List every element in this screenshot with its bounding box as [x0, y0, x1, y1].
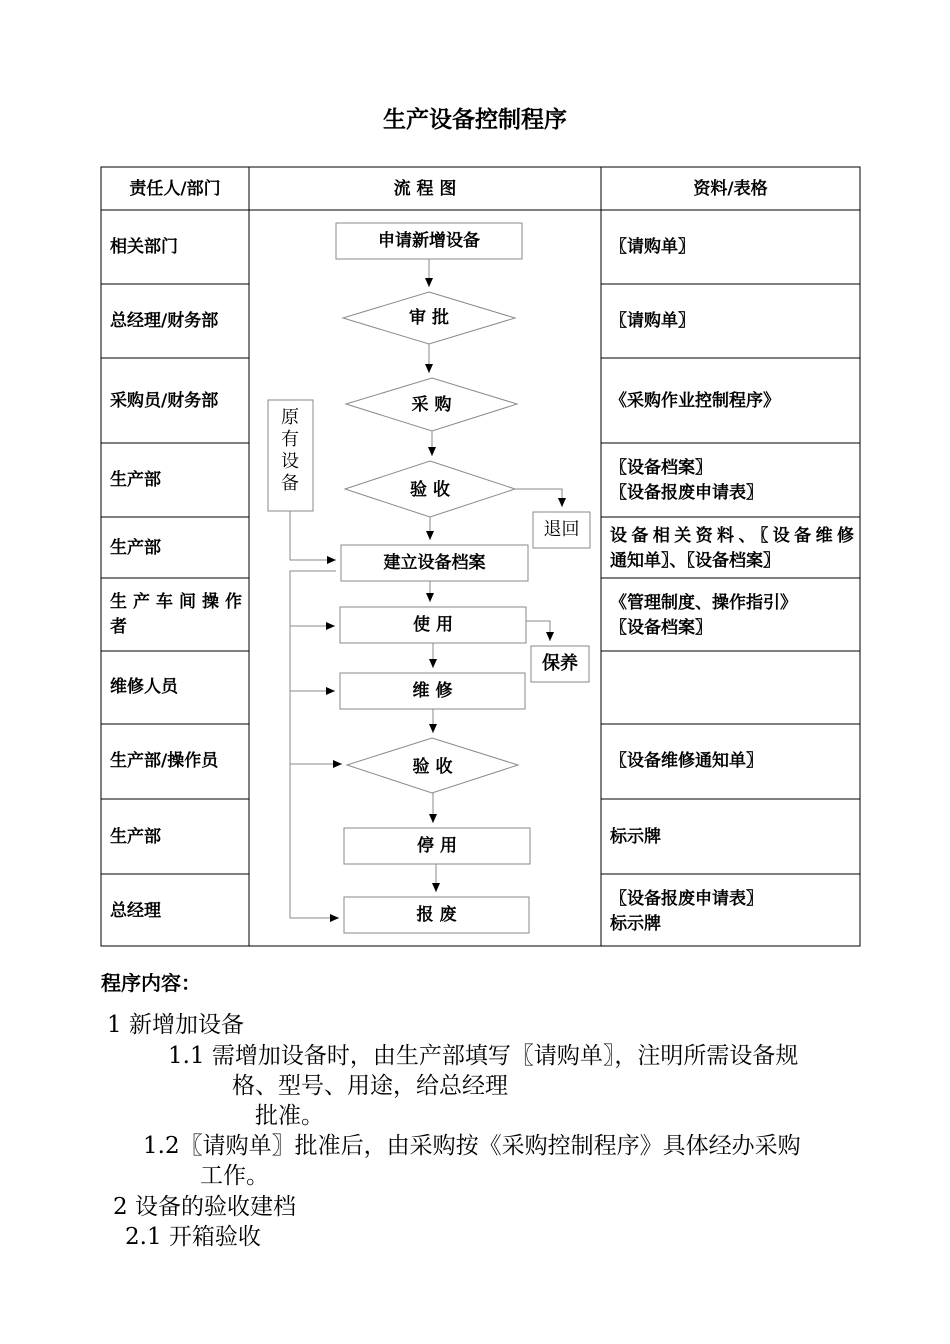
doc-cell: 〖设备报废申请表〗 [610, 889, 763, 909]
role-cell: 相关部门 [110, 237, 178, 257]
content-line: 1.2〖请购单〗批准后，由采购按《采购控制程序》具体经办采购 [143, 1133, 801, 1159]
doc-cell: 标示牌 [610, 827, 661, 847]
node-accept2-label: 验 收 [412, 757, 453, 777]
role-cell: 生产部 [110, 827, 161, 847]
node-maintain-label: 保养 [542, 653, 578, 674]
doc-cell: 通知单〗、〖设备档案〗 [610, 551, 780, 571]
node-return-label: 退回 [543, 519, 580, 540]
node-stop-label: 停 用 [417, 836, 457, 856]
header-documents: 资料/表格 [693, 179, 768, 199]
role-cell: 生产部/操作员 [110, 751, 219, 771]
role-cell: 生产部 [110, 470, 161, 490]
role-cell: 维修人员 [110, 677, 178, 697]
node-scrap-label: 报 废 [416, 905, 457, 925]
header-responsible: 责任人/部门 [129, 179, 221, 199]
doc-cell: 〖请购单〗 [610, 237, 695, 257]
node-purchase-label: 采 购 [411, 395, 452, 415]
role-cell: 生产车间操作 [110, 592, 242, 612]
node-use-label: 使 用 [413, 615, 453, 635]
role-cell: 总经理/财务部 [110, 311, 219, 331]
role-cell: 采购员/财务部 [110, 391, 219, 411]
page-title: 生产设备控制程序 [383, 107, 567, 133]
node-existing-label: 原有设备 [281, 407, 299, 494]
role-cell: 生产部 [110, 538, 161, 558]
content-line: 工作。 [200, 1163, 269, 1189]
content-line: 2 设备的验收建档 [113, 1194, 296, 1220]
content-heading: 程序内容： [101, 971, 201, 995]
doc-cell: 〖设备报废申请表〗 [610, 483, 763, 503]
doc-cell: 《管理制度、操作指引》 [610, 593, 797, 613]
content-line: 1 新增加设备 [107, 1012, 244, 1038]
node-repair-label: 维 修 [412, 681, 453, 701]
content-line: 格、型号、用途，给总经理 [232, 1073, 508, 1099]
doc-cell: 〖设备档案〗 [610, 458, 712, 478]
role-cell: 总经理 [110, 901, 161, 921]
content-line: 2.1 开箱验收 [125, 1224, 261, 1250]
node-approve-label: 审 批 [409, 308, 449, 328]
doc-cell: 〖设备维修通知单〗 [610, 751, 763, 771]
content-line: 1.1 需增加设备时，由生产部填写〖请购单〗，注明所需设备规 [168, 1043, 799, 1069]
doc-cell: 〖请购单〗 [610, 311, 695, 331]
doc-cell: 〖设备档案〗 [610, 618, 712, 638]
node-accept-label: 验 收 [410, 480, 450, 500]
doc-cell: 标示牌 [610, 914, 661, 934]
role-cell: 者 [110, 617, 127, 637]
doc-cell: 《采购作业控制程序》 [610, 391, 780, 411]
doc-cell: 设备相关资料、〖设备维修 [610, 526, 854, 546]
content-line: 批准。 [255, 1103, 324, 1129]
node-apply-label: 申请新增设备 [378, 231, 480, 251]
header-flowchart: 流 程 图 [393, 179, 457, 199]
node-archive-label: 建立设备档案 [383, 553, 486, 573]
